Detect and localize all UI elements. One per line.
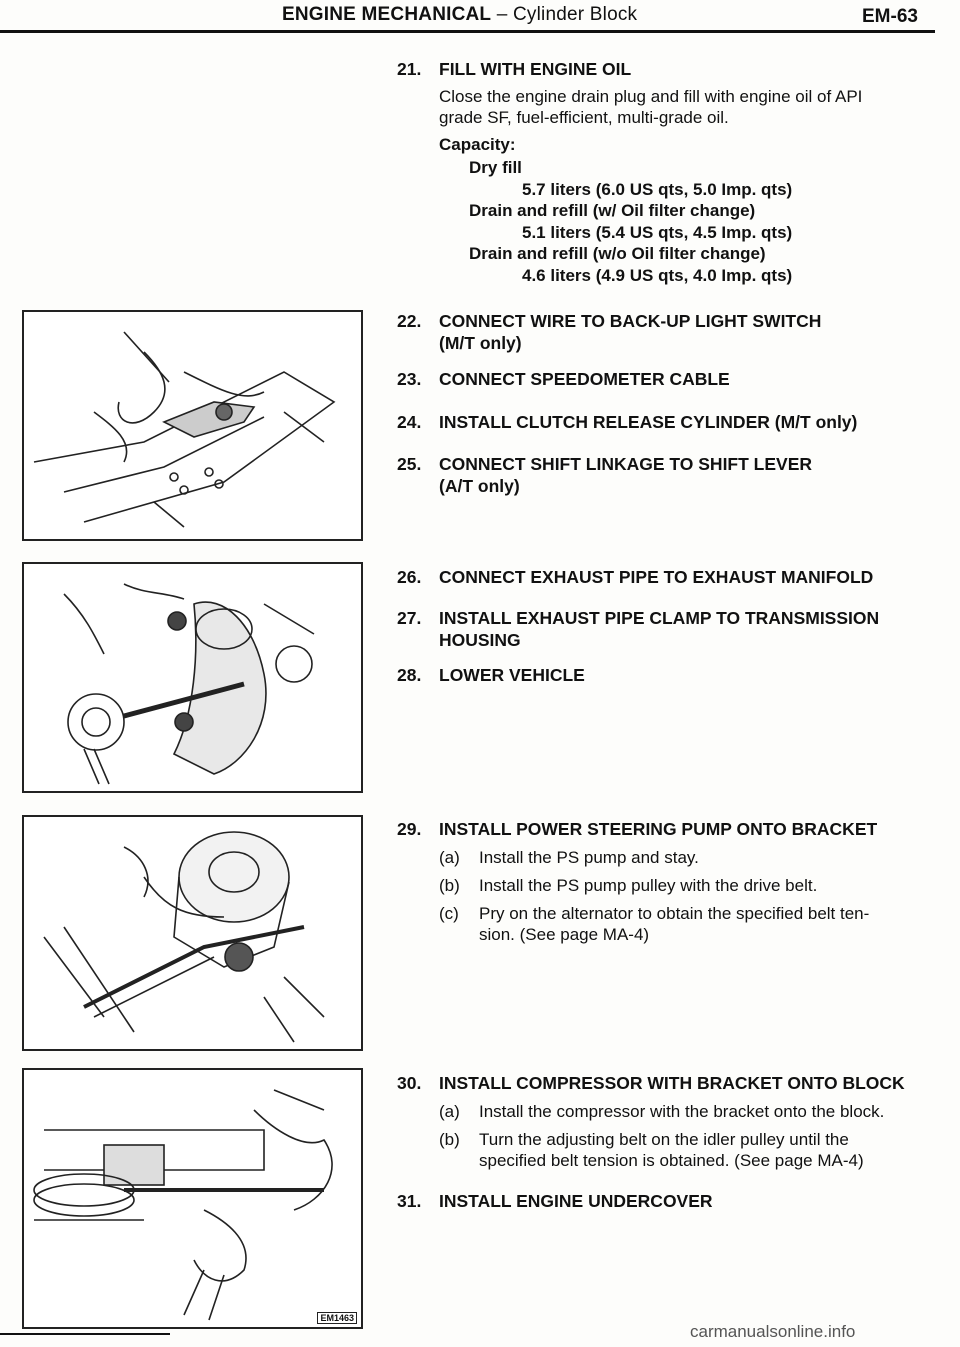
step-title: INSTALL EXHAUST PIPE CLAMP TO TRANSMISSION — [439, 608, 880, 628]
footer-rule — [0, 1333, 170, 1335]
drain-refill-without-filter-value: 4.6 liters (4.9 US qts, 4.0 Imp. qts) — [522, 266, 793, 285]
title-dash: – — [496, 4, 508, 25]
page-number: EM-63 — [862, 6, 918, 27]
substep-text: Install the compressor with the bracket onto the block. — [479, 1102, 885, 1121]
substep-text: Install the PS pump and stay. — [479, 848, 699, 867]
step-title-cont: (A/T only) — [439, 476, 520, 496]
step-title: FILL WITH ENGINE OIL — [439, 59, 632, 79]
subsection-name: Cylinder Block — [513, 4, 638, 25]
figure-code: EM1463 — [317, 1312, 357, 1324]
substep-text-cont: specified belt tension is obtained. (See page MA-4) — [479, 1151, 864, 1170]
step-title: CONNECT SPEEDOMETER CABLE — [439, 369, 730, 389]
step-title: INSTALL POWER STEERING PUMP ONTO BRACKET — [439, 819, 878, 839]
substep-label: (b) — [439, 1130, 460, 1149]
drain-refill-without-filter-label: Drain and refill (w/o Oil filter change) — [469, 244, 766, 263]
substep-label: (b) — [439, 876, 460, 895]
step-title: LOWER VEHICLE — [439, 665, 585, 685]
step-21-text-2: grade SF, fuel-efficient, multi-grade oil. — [439, 108, 729, 127]
step-title-cont: HOUSING — [439, 630, 521, 650]
ps-pump-figure — [22, 815, 363, 1051]
step-number: 27. — [397, 608, 422, 628]
header-rule — [0, 30, 935, 33]
substep-text: Pry on the alternator to obtain the specified belt ten- — [479, 904, 870, 923]
step-number: 22. — [397, 311, 422, 331]
step-number: 21. — [397, 59, 422, 79]
step-number: 31. — [397, 1191, 422, 1211]
compressor-figure — [22, 1068, 363, 1329]
exhaust-pipe-figure — [22, 562, 363, 793]
drain-refill-with-filter-value: 5.1 liters (5.4 US qts, 4.5 Imp. qts) — [522, 223, 793, 242]
substep-label: (a) — [439, 1102, 460, 1121]
step-number: 24. — [397, 412, 422, 432]
dry-fill-value: 5.7 liters (6.0 US qts, 5.0 Imp. qts) — [522, 180, 793, 199]
substep-text: Turn the adjusting belt on the idler pulley until the — [479, 1130, 849, 1149]
watermark-text: carmanualsonline.info — [690, 1322, 856, 1341]
substep-label: (a) — [439, 848, 460, 867]
step-21-text-1: Close the engine drain plug and fill with engine oil of API — [439, 87, 863, 106]
drain-refill-with-filter-label: Drain and refill (w/ Oil filter change) — [469, 201, 756, 220]
page-header — [0, 0, 960, 40]
shift-linkage-illustration — [24, 312, 361, 539]
step-number: 25. — [397, 454, 422, 474]
step-title: INSTALL CLUTCH RELEASE CYLINDER (M/T only) — [439, 412, 858, 432]
step-title: CONNECT SHIFT LINKAGE TO SHIFT LEVER — [439, 454, 813, 474]
dry-fill-label: Dry fill — [469, 158, 522, 177]
step-title: CONNECT EXHAUST PIPE TO EXHAUST MANIFOLD — [439, 567, 874, 587]
step-number: 29. — [397, 819, 422, 839]
substep-label: (c) — [439, 904, 459, 923]
step-title-cont: (M/T only) — [439, 333, 522, 353]
step-number: 26. — [397, 567, 422, 587]
exhaust-pipe-illustration — [24, 564, 361, 791]
shift-linkage-figure — [22, 310, 363, 541]
step-number: 23. — [397, 369, 422, 389]
section-name: ENGINE MECHANICAL — [282, 4, 492, 25]
ps-pump-illustration — [24, 817, 361, 1049]
step-number: 28. — [397, 665, 422, 685]
substep-text-cont: sion. (See page MA-4) — [479, 925, 650, 944]
step-title: INSTALL COMPRESSOR WITH BRACKET ONTO BLOCK — [439, 1073, 905, 1093]
step-number: 30. — [397, 1073, 422, 1093]
section-title — [282, 4, 637, 26]
step-title: CONNECT WIRE TO BACK-UP LIGHT SWITCH — [439, 311, 822, 331]
compressor-illustration — [24, 1070, 361, 1327]
substep-text: Install the PS pump pulley with the drive belt. — [479, 876, 818, 895]
step-title: INSTALL ENGINE UNDERCOVER — [439, 1191, 713, 1211]
capacity-label: Capacity: — [439, 135, 516, 154]
